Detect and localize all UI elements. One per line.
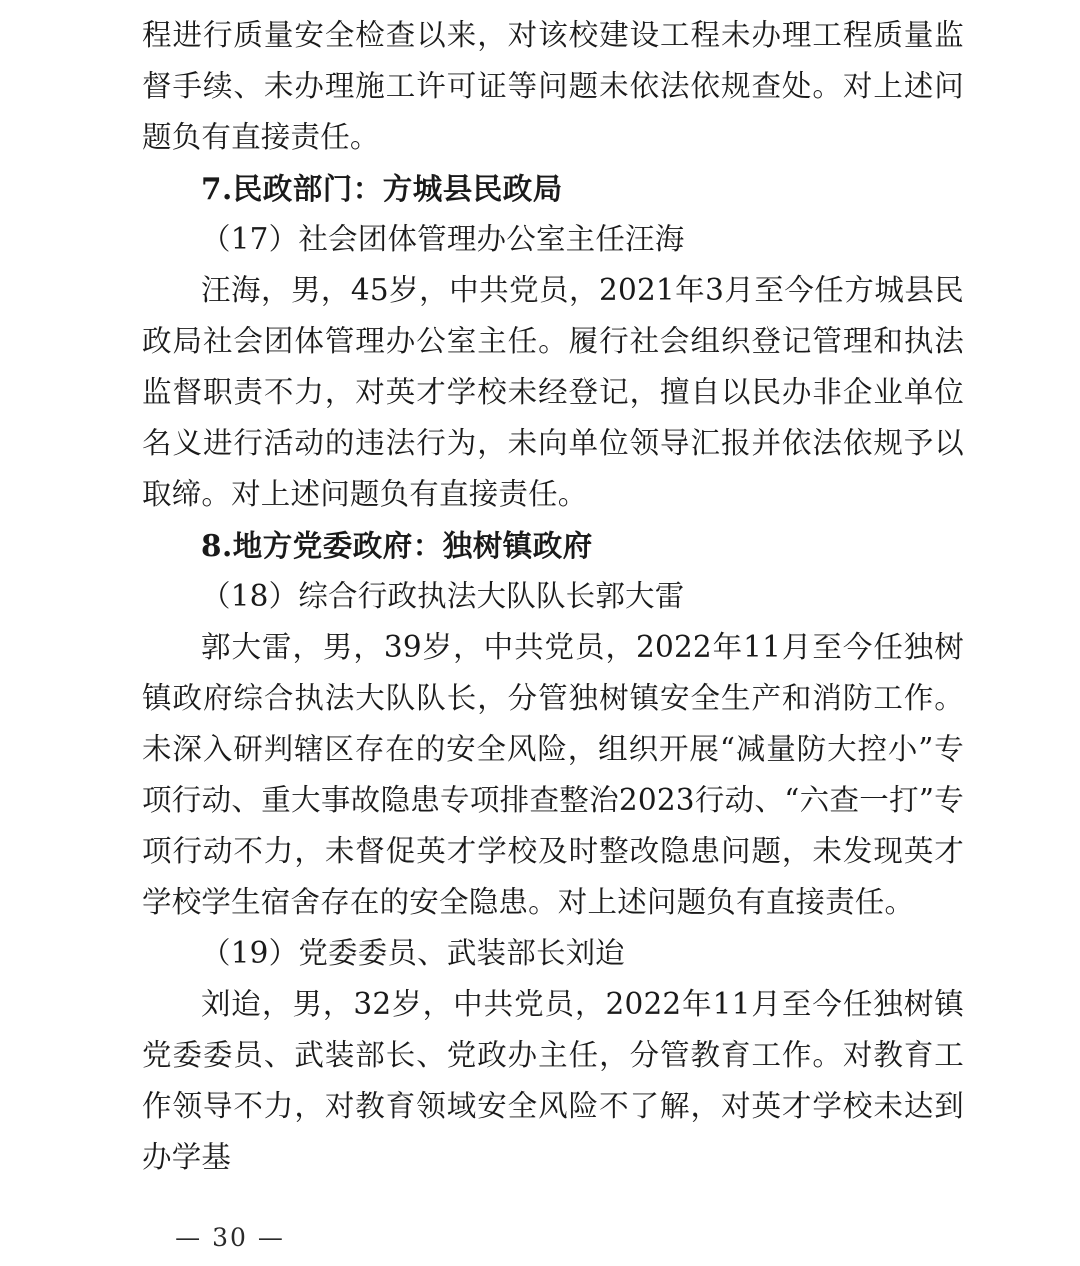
item-18-title: （18）综合行政执法大队队长郭大雷 — [201, 579, 685, 613]
item-19-title: （19）党委委员、武装部长刘迨 — [201, 936, 626, 970]
item-19-body: 刘迨，男，32岁，中共党员，2022年11月至今任独树镇党委委员、武装部长、党政办主任，分管教育工作。对教育工作领导不力，对教育领域安全风险不了解，对英才学校未达到办学基 — [142, 987, 964, 1174]
page-footer — [0, 1223, 1080, 1252]
item-17-body: 汪海，男，45岁，中共党员，2021年3月至今任方城县民政局社会团体管理办公室主任。履行社会组织登记管理和执法监督职责不力，对英才学校未经登记，擅自以民办非企业单位名义进行活动的违法行为，未向单位领导汇报并依法依规予以取缔。对上述问题负有直接责任。 — [142, 273, 964, 511]
item-18-body: 郭大雷，男，39岁，中共党员，2022年11月至今任独树镇政府综合执法大队队长，分管独树镇安全生产和消防工作。未深入研判辖区存在的安全风险，组织开展“减量防大控小”专项行动、重大事故隐患专项排查整治2023行动、“六查一打”专项行动不力，未督促英才学校及时整改隐患问题，未发现英才学校学生宿舍存在的安全隐患。对上述问题负有直接责任。 — [142, 630, 964, 919]
document-body — [142, 10, 964, 1183]
section-heading-8: 8.地方党委政府：独树镇政府 — [201, 528, 593, 563]
paragraph-continued-top: 程进行质量安全检查以来，对该校建设工程未办理工程质量监督手续、未办理施工许可证等问题未依法依规查处。对上述问题负有直接责任。 — [142, 18, 964, 154]
page-number: — 30 — — [175, 1223, 285, 1252]
section-heading-7: 7.民政部门：方城县民政局 — [201, 171, 563, 206]
item-17-title: （17）社会团体管理办公室主任汪海 — [201, 222, 685, 256]
